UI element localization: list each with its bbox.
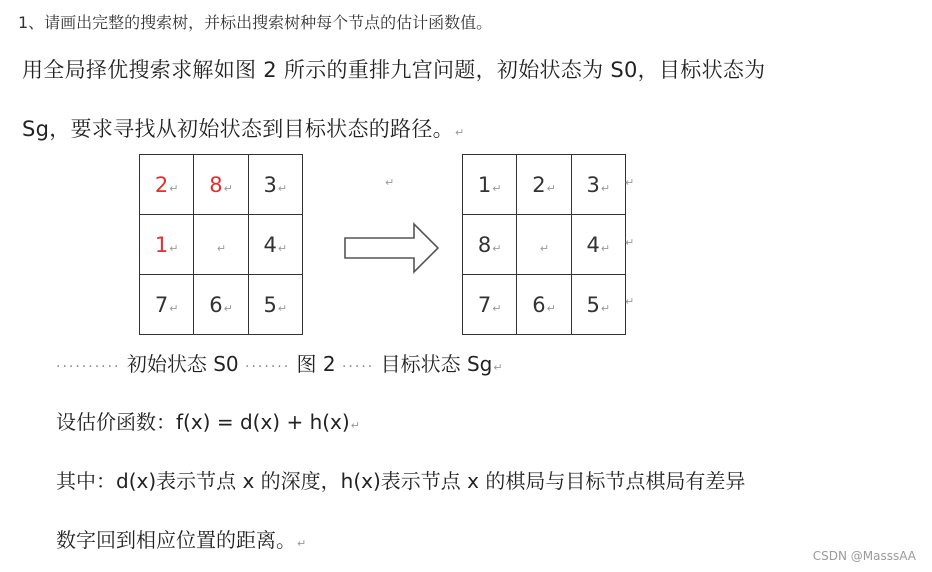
cell-mark: ↵ — [277, 241, 288, 255]
start-cell-r1c1 — [140, 155, 194, 215]
figure-caption — [56, 348, 503, 377]
goal-cell-value: 7 — [477, 292, 492, 317]
start-cell-r1c3 — [248, 155, 302, 215]
goal-cell-value: 6 — [532, 292, 546, 317]
start-state-label: 初始状态 S0 — [126, 352, 239, 376]
row-end-mark-3: ↵ — [625, 295, 635, 308]
cell-mark: ↵ — [223, 181, 233, 195]
goal-cell-value: 4 — [586, 232, 600, 257]
goal-cell-r1c1 — [463, 155, 517, 215]
problem-paragraph-line-2-text: Sg，要求寻找从初始状态到目标状态的路径。 — [22, 117, 454, 141]
cell-mark: ↵ — [600, 301, 611, 315]
goal-state-grid — [462, 154, 626, 335]
cell-mark: ↵ — [277, 301, 288, 315]
goal-cell-r1c3 — [571, 155, 625, 215]
formula-text: 设估价函数：f(x) = d(x) + h(x) — [56, 410, 350, 434]
start-cell-r2c1 — [140, 215, 194, 275]
cell-mark: ↵ — [539, 241, 550, 255]
caption-leader-dots: ·········· — [56, 359, 121, 375]
cell-mark: ↵ — [492, 241, 502, 255]
question-heading: 1、请画出完整的搜索树，并标出搜索树种每个节点的估计函数值。 — [18, 13, 493, 32]
cell-mark: ↵ — [600, 241, 611, 255]
goal-cell-value: 8 — [477, 232, 492, 257]
start-cell-value: 8 — [209, 172, 223, 197]
start-cell-value: 7 — [154, 292, 169, 317]
paragraph-mark: ↵ — [454, 126, 465, 139]
caption-middle-dots: ······· — [245, 359, 291, 375]
csdn-watermark: CSDN @MasssAA — [812, 549, 916, 563]
start-cell-r2c3 — [248, 215, 302, 275]
cell-mark: ↵ — [216, 241, 227, 255]
problem-paragraph-line-2 — [22, 113, 465, 143]
row-end-mark-2: ↵ — [625, 236, 635, 249]
figure-label: 图 2 — [296, 352, 336, 376]
goal-cell-r1c2 — [517, 155, 571, 215]
explanation-line-2-text: 数字回到相应位置的距离。 — [56, 528, 296, 552]
start-state-grid — [139, 154, 303, 335]
start-cell-value: 3 — [263, 172, 277, 197]
evaluation-function-formula — [56, 406, 360, 435]
goal-state-label: 目标状态 Sg — [380, 352, 493, 376]
goal-cell-r3c2 — [517, 275, 571, 335]
start-cell-value: 5 — [263, 292, 277, 317]
cell-mark: ↵ — [169, 241, 179, 255]
start-cell-value: 2 — [154, 172, 169, 197]
paragraph-mark: ↵ — [297, 537, 307, 550]
cell-mark: ↵ — [492, 301, 502, 315]
cell-mark: ↵ — [223, 301, 233, 315]
goal-cell-value: 1 — [477, 172, 492, 197]
paragraph-mark: ↵ — [493, 361, 503, 374]
cell-mark: ↵ — [546, 181, 556, 195]
start-cell-r3c3 — [248, 275, 302, 335]
goal-cell-r3c1 — [463, 275, 517, 335]
cell-mark: ↵ — [169, 301, 179, 315]
start-cell-value: 1 — [154, 232, 169, 257]
goal-cell-r2c2-blank — [517, 215, 571, 275]
goal-cell-r2c3 — [571, 215, 625, 275]
spacer-mark: ↵ — [385, 176, 395, 189]
explanation-line-2 — [56, 524, 306, 553]
start-cell-r3c2 — [194, 275, 248, 335]
paragraph-mark: ↵ — [350, 419, 360, 432]
goal-cell-value: 3 — [586, 172, 600, 197]
start-cell-value: 6 — [209, 292, 223, 317]
goal-cell-r3c3 — [571, 275, 625, 335]
row-end-mark-1: ↵ — [625, 176, 635, 189]
goal-cell-value: 2 — [532, 172, 546, 197]
cell-mark: ↵ — [546, 301, 556, 315]
explanation-line-1: 其中：d(x)表示节点 x 的深度，h(x)表示节点 x 的棋局与目标节点棋局有差异 — [56, 469, 746, 493]
cell-mark: ↵ — [600, 181, 611, 195]
right-arrow-icon — [344, 222, 440, 274]
cell-mark: ↵ — [169, 181, 179, 195]
problem-paragraph-line-1: 用全局择优搜索求解如图 2 所示的重排九宫问题，初始状态为 S0，目标状态为 — [22, 58, 766, 82]
cell-mark: ↵ — [492, 181, 502, 195]
start-cell-r1c2 — [194, 155, 248, 215]
start-cell-r2c2-blank — [194, 215, 248, 275]
start-cell-r3c1 — [140, 275, 194, 335]
cell-mark: ↵ — [277, 181, 288, 195]
goal-cell-r2c1 — [463, 215, 517, 275]
start-cell-value: 4 — [263, 232, 277, 257]
goal-cell-value: 5 — [586, 292, 600, 317]
caption-tail-dots: ····· — [341, 359, 375, 375]
